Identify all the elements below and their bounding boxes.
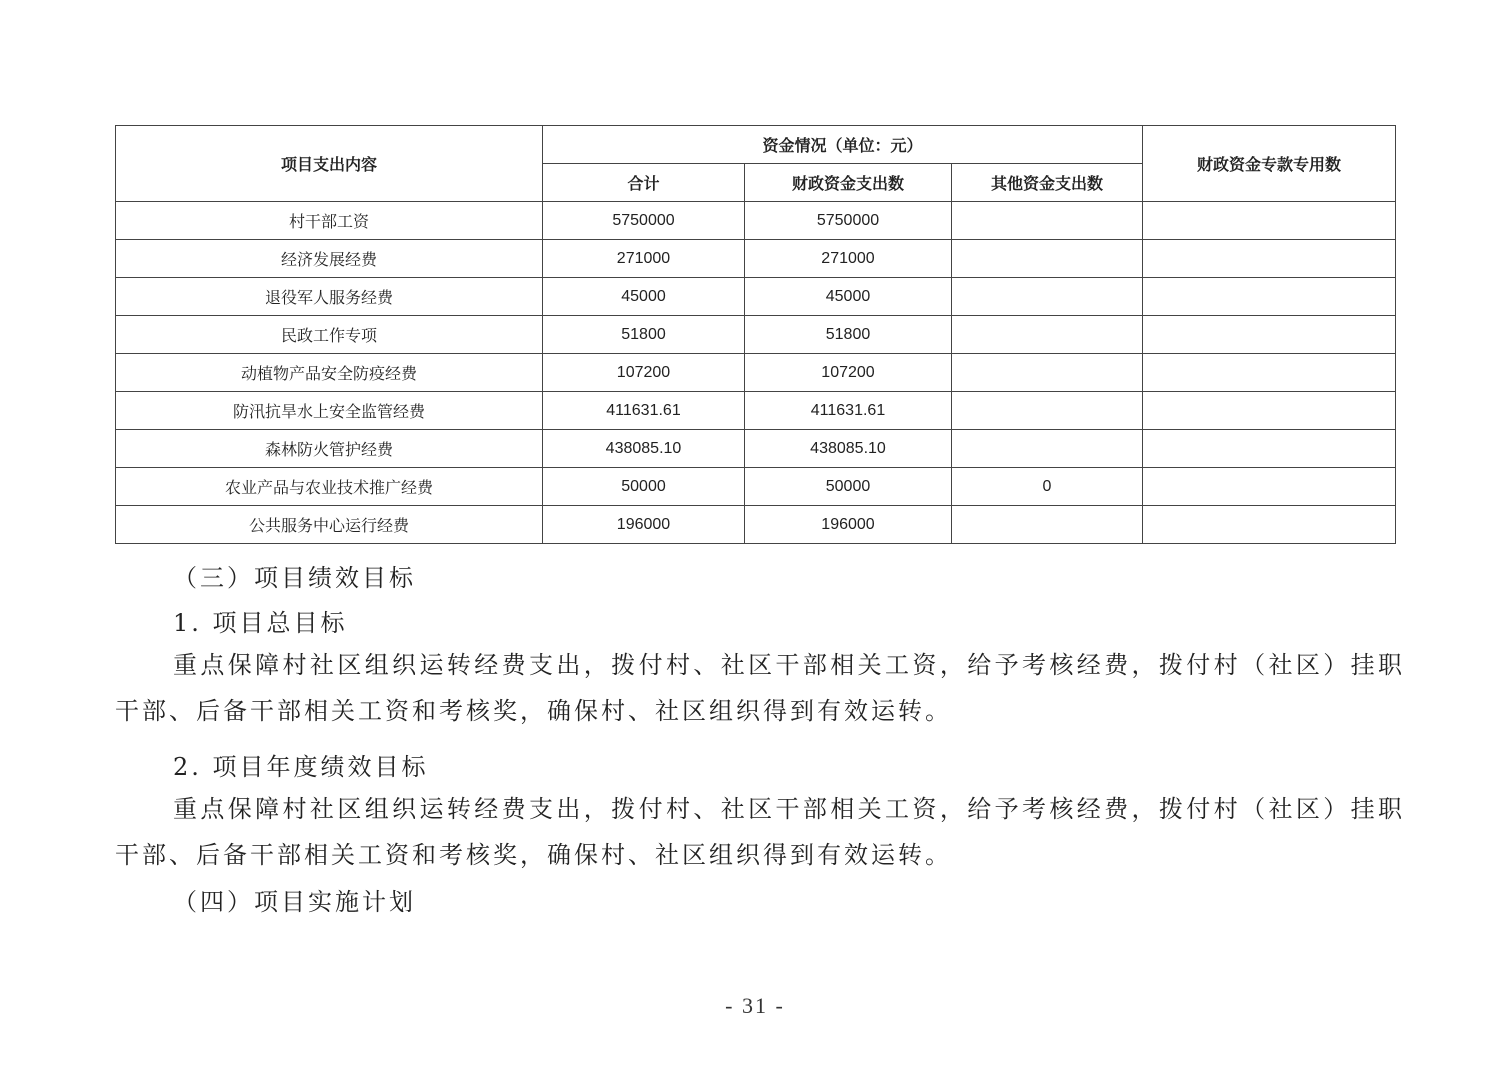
row-other [952, 278, 1143, 316]
row-total: 411631.61 [543, 392, 745, 430]
section4-heading: （四）项目实施计划 [173, 888, 416, 916]
row-other [952, 240, 1143, 278]
row-other [952, 316, 1143, 354]
table-row [116, 240, 1396, 278]
row-fiscal: 271000 [745, 240, 952, 278]
row-total: 50000 [543, 468, 745, 506]
row-name: 防汛抗旱水上安全监管经费 [116, 392, 543, 430]
row-name: 民政工作专项 [116, 316, 543, 354]
row-special [1143, 468, 1396, 506]
row-fiscal: 5750000 [745, 202, 952, 240]
row-total: 51800 [543, 316, 745, 354]
row-name: 公共服务中心运行经费 [116, 506, 543, 544]
row-total: 271000 [543, 240, 745, 278]
row-other [952, 202, 1143, 240]
header-total-col: 合计 [543, 164, 745, 202]
row-other [952, 354, 1143, 392]
header-fiscal-col: 财政资金支出数 [745, 164, 952, 202]
row-total: 5750000 [543, 202, 745, 240]
goal2-paragraph: 重点保障村社区组织运转经费支出，拨付村、社区干部相关工资，给予考核经费，拨付村（社区）挂职干部、后备干部相关工资和考核奖，确保村、社区组织得到有效运转。 [115, 795, 1405, 869]
row-special [1143, 202, 1396, 240]
table-row [116, 202, 1396, 240]
header-other-col: 其他资金支出数 [952, 164, 1143, 202]
row-fiscal: 107200 [745, 354, 952, 392]
header-content-col: 项目支出内容 [116, 126, 543, 202]
row-other: 0 [952, 468, 1143, 506]
row-fiscal: 438085.10 [745, 430, 952, 468]
header-special-col: 财政资金专款专用数 [1143, 126, 1396, 202]
goal2-heading: 2. 项目年度绩效目标 [173, 753, 429, 781]
budget-table [115, 125, 1396, 544]
row-name: 动植物产品安全防疫经费 [116, 354, 543, 392]
goal1-paragraph: 重点保障村社区组织运转经费支出，拨付村、社区干部相关工资，给予考核经费，拨付村（社区）挂职干部、后备干部相关工资和考核奖，确保村、社区组织得到有效运转。 [115, 651, 1405, 725]
table-row [116, 354, 1396, 392]
row-special [1143, 506, 1396, 544]
table-row [116, 430, 1396, 468]
page-number: - 31 - [725, 993, 785, 1018]
row-name: 森林防火管护经费 [116, 430, 543, 468]
row-name: 退役军人服务经费 [116, 278, 543, 316]
section3-heading: （三）项目绩效目标 [173, 564, 416, 592]
table-row [116, 392, 1396, 430]
row-other [952, 430, 1143, 468]
row-fiscal: 411631.61 [745, 392, 952, 430]
header-funding-group: 资金情况（单位：元） [543, 126, 1143, 164]
table-row [116, 468, 1396, 506]
row-fiscal: 51800 [745, 316, 952, 354]
row-total: 196000 [543, 506, 745, 544]
row-special [1143, 430, 1396, 468]
row-fiscal: 196000 [745, 506, 952, 544]
table-row [116, 316, 1396, 354]
row-special [1143, 240, 1396, 278]
row-special [1143, 354, 1396, 392]
row-name: 村干部工资 [116, 202, 543, 240]
row-fiscal: 45000 [745, 278, 952, 316]
table-row [116, 278, 1396, 316]
goal1-heading: 1. 项目总目标 [173, 609, 348, 637]
table-row [116, 506, 1396, 544]
row-other [952, 392, 1143, 430]
row-name: 经济发展经费 [116, 240, 543, 278]
row-name: 农业产品与农业技术推广经费 [116, 468, 543, 506]
row-special [1143, 392, 1396, 430]
row-total: 107200 [543, 354, 745, 392]
row-special [1143, 316, 1396, 354]
table-header-row [116, 126, 1396, 164]
row-special [1143, 278, 1396, 316]
row-fiscal: 50000 [745, 468, 952, 506]
row-total: 45000 [543, 278, 745, 316]
row-total: 438085.10 [543, 430, 745, 468]
row-other [952, 506, 1143, 544]
